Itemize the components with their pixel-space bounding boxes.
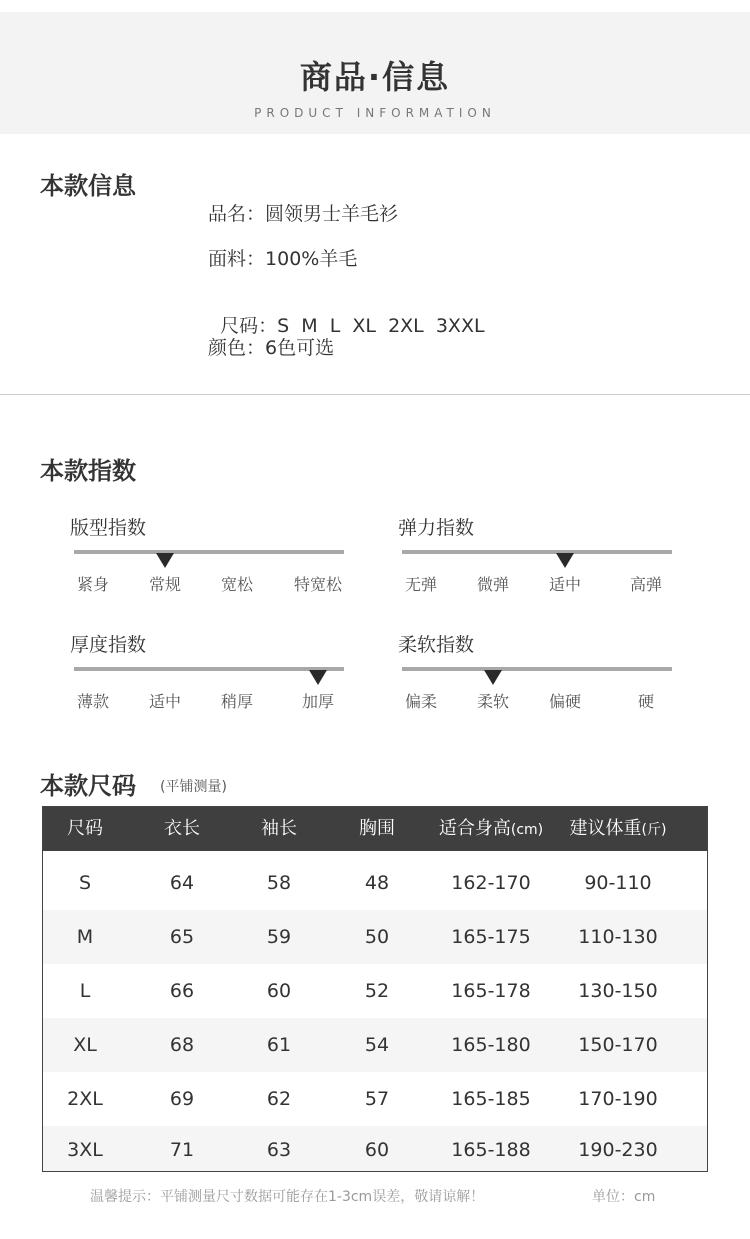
index-label: 硬 [637, 692, 655, 711]
table-cell: 69 [169, 1088, 195, 1110]
index-bar [402, 667, 672, 671]
index-bar [74, 667, 344, 671]
table-cell: 165-185 [451, 1088, 531, 1110]
info-value: 圆领男士羊毛衫 [265, 203, 399, 225]
index-label: 柔软 [476, 692, 510, 711]
table-cell: M [76, 926, 94, 948]
table-row [43, 856, 707, 910]
table-cell: 170-190 [578, 1088, 658, 1110]
table-cell: 165-188 [451, 1139, 531, 1161]
column-header: 衣长 [164, 818, 200, 839]
table-cell: 68 [169, 1034, 195, 1056]
index-marker [556, 553, 574, 568]
info-label: 面料： [208, 248, 266, 270]
table-cell: L [79, 980, 91, 1002]
table-cell: 165-178 [451, 980, 531, 1002]
index-title: 弹力指数 [398, 517, 475, 539]
size-table-header [43, 807, 707, 851]
index-bar [74, 550, 344, 554]
info-value: 100%羊毛 [265, 248, 358, 270]
table-cell: 62 [266, 1088, 292, 1110]
index-marker [156, 553, 174, 568]
index-label: 无弹 [404, 575, 438, 594]
index-label: 稍厚 [220, 692, 254, 711]
table-cell: 162-170 [451, 872, 531, 894]
index-label: 宽松 [220, 575, 254, 594]
index-elasticity [398, 513, 688, 613]
table-cell: 59 [266, 926, 292, 948]
size-table [42, 806, 708, 1172]
table-cell: 64 [169, 872, 195, 894]
section-divider [0, 394, 750, 395]
table-cell: 150-170 [578, 1034, 658, 1056]
table-row [43, 1126, 707, 1171]
index-softness [398, 630, 688, 730]
index-label: 适中 [548, 575, 582, 594]
table-cell: XL [73, 1034, 97, 1056]
table-cell: 57 [364, 1088, 390, 1110]
index-marker [484, 670, 502, 685]
info-label: 品名： [208, 203, 266, 225]
index-marker [309, 670, 327, 685]
info-value: S M L XL 2XL 3XXL [277, 315, 485, 337]
page-title: 商品·信息 [299, 58, 451, 96]
table-cell: 61 [266, 1034, 292, 1056]
index-label: 紧身 [76, 575, 110, 594]
table-cell: 48 [364, 872, 390, 894]
index-label: 常规 [148, 575, 182, 594]
table-cell: 165-180 [451, 1034, 531, 1056]
table-cell: 50 [364, 926, 390, 948]
table-cell: 71 [169, 1139, 195, 1161]
page-subtitle: PRODUCT INFORMATION [254, 106, 496, 120]
table-cell: 110-130 [578, 926, 658, 948]
table-cell: 90-110 [584, 872, 652, 894]
info-line-name [208, 199, 398, 226]
index-label: 高弹 [629, 575, 663, 594]
table-cell: 66 [169, 980, 195, 1002]
table-cell: S [78, 872, 92, 894]
table-cell: 165-175 [451, 926, 531, 948]
table-row [43, 1072, 707, 1126]
index-heading: 本款指数 [40, 457, 136, 485]
info-label: 尺码： [220, 315, 278, 337]
index-fit [70, 513, 360, 613]
table-cell: 54 [364, 1034, 390, 1056]
table-cell: 60 [266, 980, 292, 1002]
table-cell: 190-230 [578, 1139, 658, 1161]
column-header: 适合身高(cm) [438, 818, 544, 839]
table-row [43, 910, 707, 964]
table-cell: 2XL [67, 1088, 103, 1110]
column-header: 建议体重(斤) [569, 818, 667, 839]
table-cell: 130-150 [578, 980, 658, 1002]
info-line-fabric [208, 244, 357, 271]
column-header: 胸围 [359, 818, 395, 839]
index-bar [402, 550, 672, 554]
index-label: 微弹 [476, 575, 510, 594]
info-line-color [208, 333, 334, 360]
info-label: 颜色： [208, 337, 266, 359]
table-cell: 3XL [67, 1139, 103, 1161]
index-label: 适中 [148, 692, 182, 711]
info-value: 6色可选 [265, 337, 335, 359]
size-note: (平铺测量) [160, 779, 227, 795]
footer-tip: 温馨提示：平铺测量尺寸数据可能存在1-3cm误差，敬请谅解！ [90, 1189, 485, 1205]
index-title: 版型指数 [70, 517, 147, 539]
index-label: 薄款 [76, 692, 110, 711]
table-cell: 58 [266, 872, 292, 894]
table-cell: 60 [364, 1139, 390, 1161]
table-cell: 63 [266, 1139, 292, 1161]
table-cell: 65 [169, 926, 195, 948]
page-header [0, 12, 750, 134]
column-header: 袖长 [261, 818, 297, 839]
index-label: 加厚 [301, 692, 335, 711]
info-heading: 本款信息 [40, 172, 136, 200]
table-row [43, 1018, 707, 1072]
size-heading: 本款尺码 [40, 772, 136, 800]
index-label: 特宽松 [293, 575, 343, 594]
index-title: 柔软指数 [398, 634, 475, 656]
index-label: 偏柔 [404, 692, 438, 711]
column-header: 尺码 [67, 818, 103, 839]
footer-unit: 单位：cm [592, 1189, 656, 1205]
table-row [43, 964, 707, 1018]
index-label: 偏硬 [548, 692, 582, 711]
index-thickness [70, 630, 360, 730]
index-title: 厚度指数 [70, 634, 147, 656]
table-cell: 52 [364, 980, 390, 1002]
info-line-size [208, 289, 485, 338]
